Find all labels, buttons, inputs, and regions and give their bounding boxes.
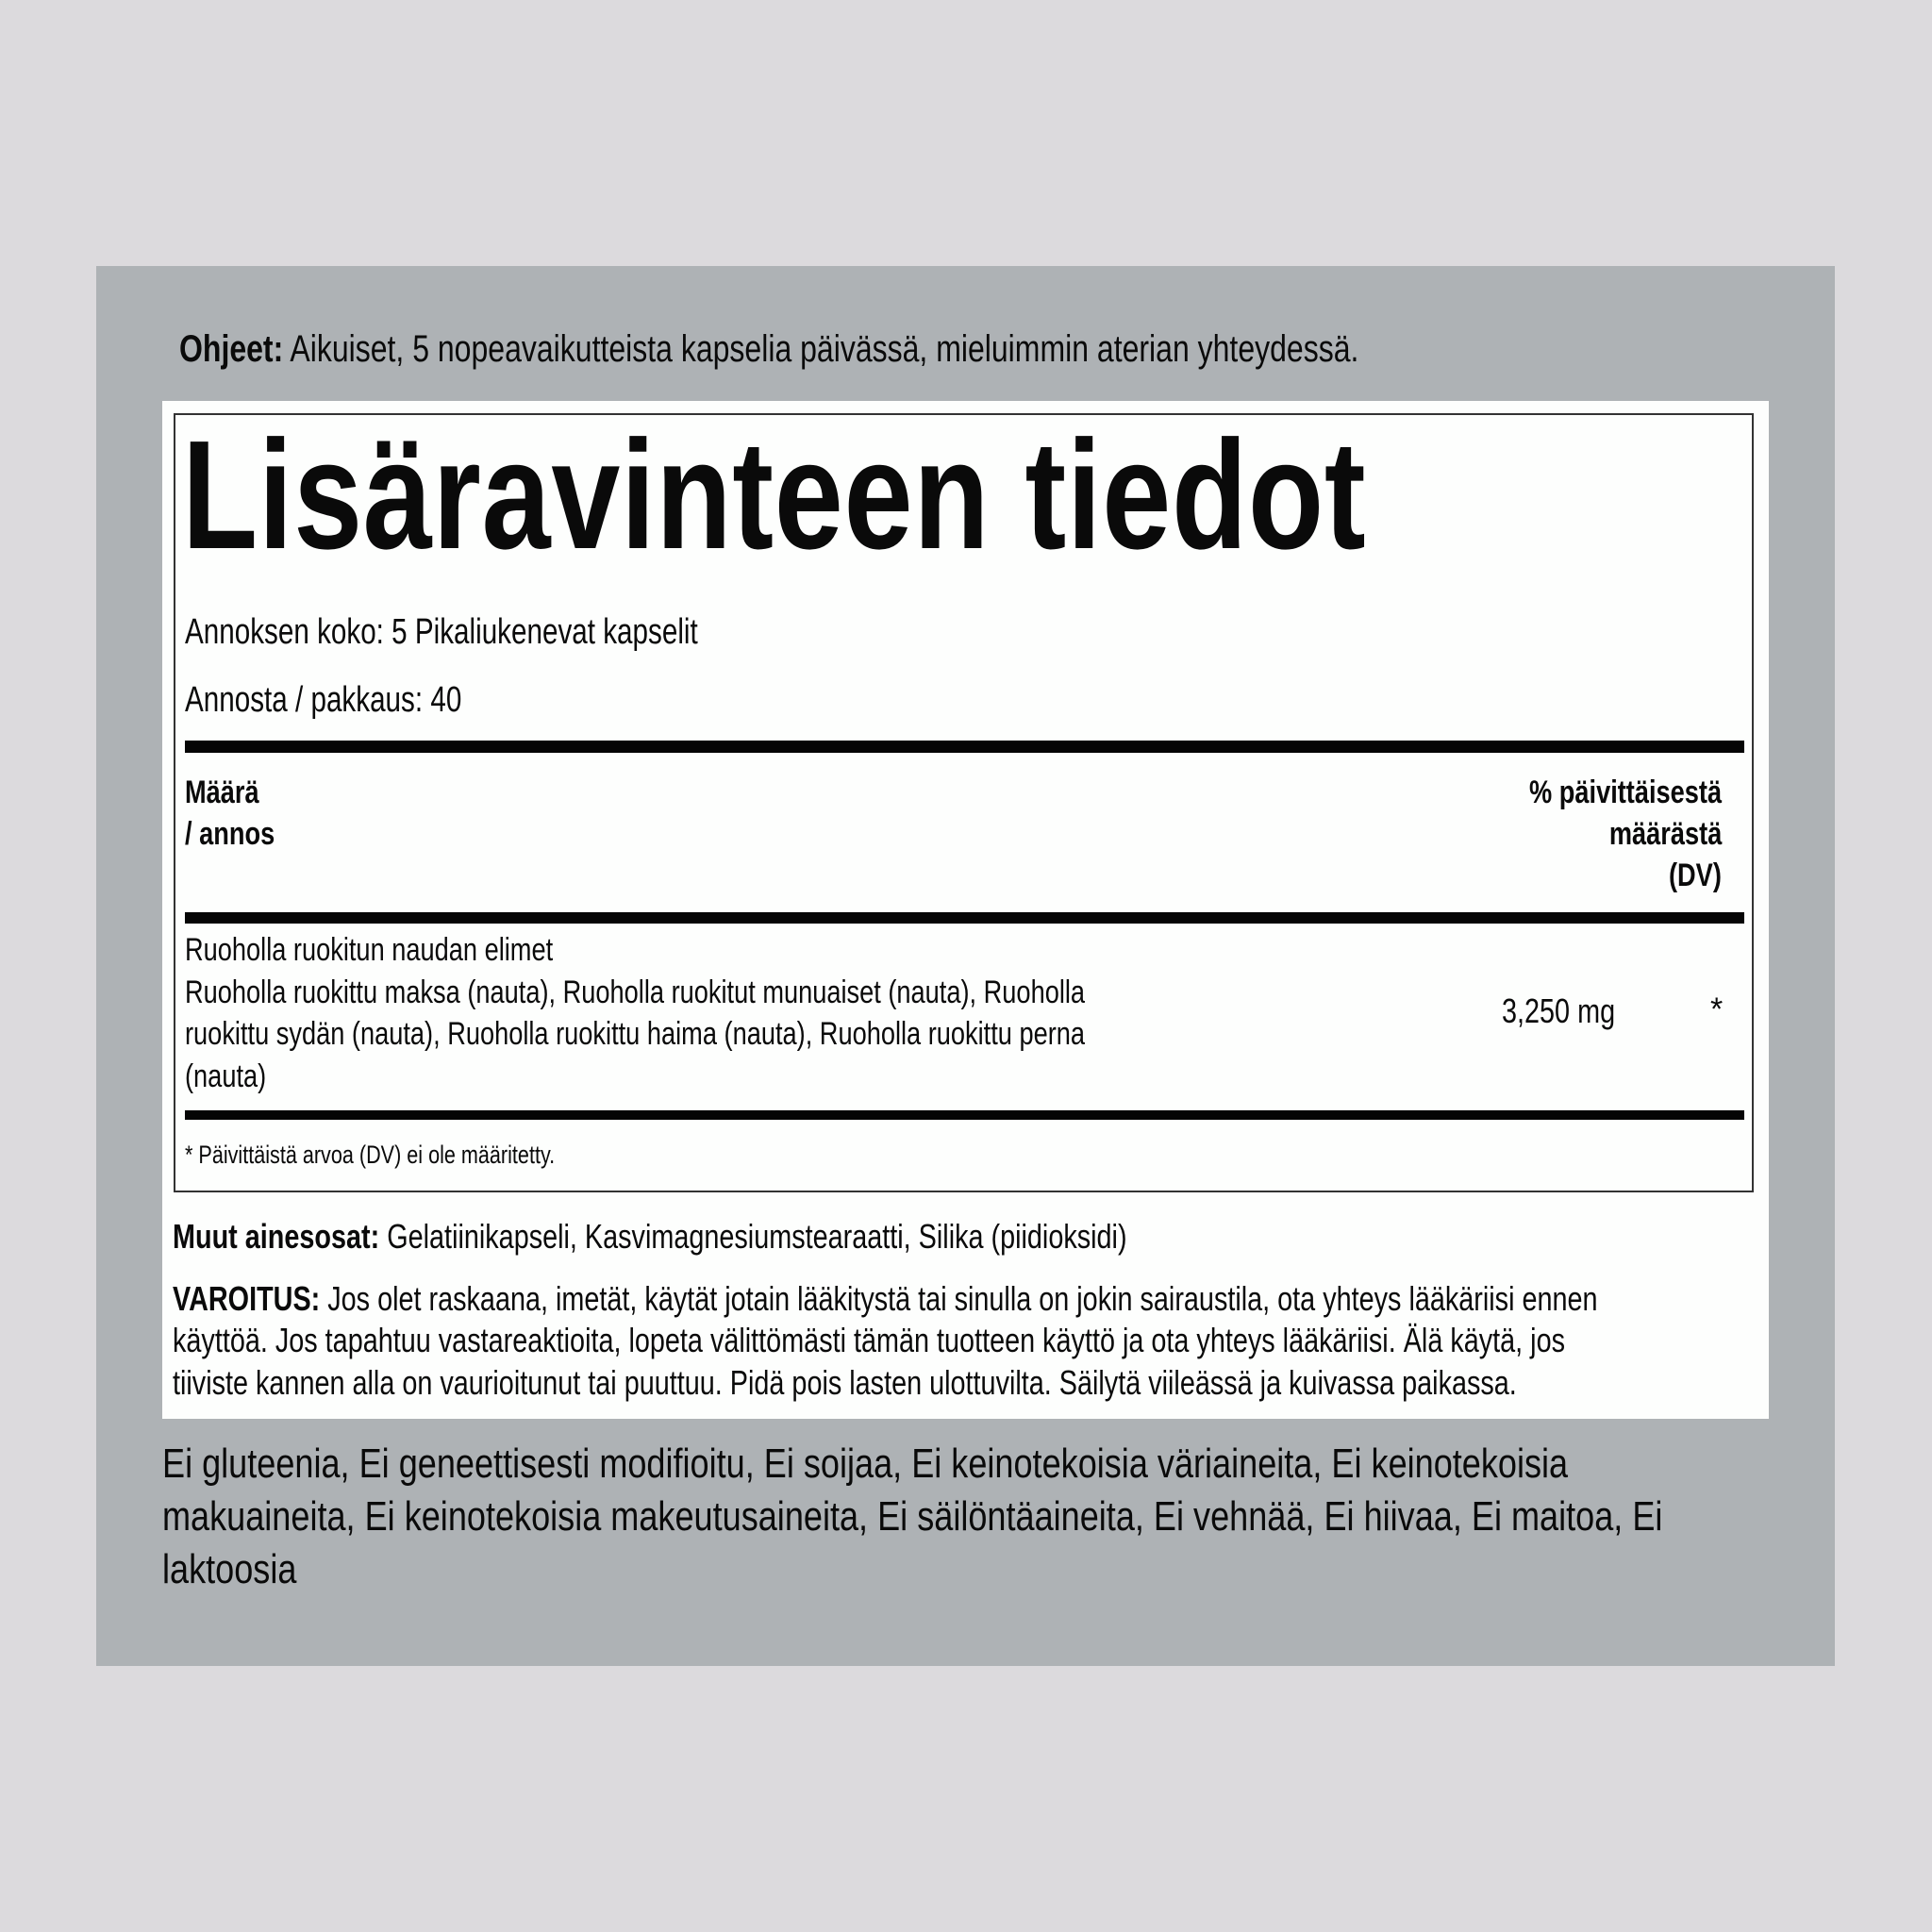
- other-ingredients: [173, 1216, 1365, 1257]
- warning-label: VAROITUS:: [173, 1279, 321, 1318]
- facts-title: Lisäravinteen tiedot: [182, 408, 1367, 581]
- ingredient-row: [185, 929, 1310, 1097]
- ingredient-amount: 3,250 mg: [1502, 991, 1616, 1030]
- daily-value-header-3: (DV): [1669, 858, 1722, 893]
- warning: [173, 1278, 1932, 1404]
- ingredient-detail: ruokittu sydän (nauta), Ruoholla ruokittu haima (nauta), Ruoholla ruokittu perna: [185, 1016, 1086, 1052]
- divider-bottom: [185, 1110, 1744, 1120]
- daily-value-header: % päivittäisestä: [1528, 774, 1722, 810]
- warning-text: tiiviste kannen alla on vaurioitunut tai puuttuu. Pidä pois lasten ulottuvilta. Säilytä viileässä ja kuivassa paikassa.: [173, 1362, 1517, 1402]
- divider-thick: [185, 741, 1744, 753]
- amount-per-serving-header-2: / annos: [185, 816, 275, 852]
- divider-medium: [185, 912, 1744, 924]
- amount-per-serving-header: Määrä: [185, 774, 259, 810]
- free-from-claims: Ei gluteenia, Ei geneettisesti modifioitu, Ei soijaa, Ei keinotekoisia väriaineita, Ei keinotekoisia makuaineita, Ei keinotekoisia makeutusaineita, Ei säilöntäaineita, Ei vehnää, Ei hiivaa, Ei maitoa, Ei laktoosia: [162, 1441, 1663, 1592]
- ingredient-detail: (nauta): [185, 1058, 267, 1094]
- directions-text: Aikuiset, 5 nopeavaikutteista kapselia päivässä, mieluimmin aterian yhteydessä.: [283, 328, 1359, 370]
- directions: [179, 327, 1654, 371]
- other-ingredients-text: Gelatiinikapseli, Kasvimagnesiumstearaatti, Silika (piidioksidi): [379, 1217, 1127, 1256]
- daily-value-header-2: määrästä: [1608, 816, 1722, 852]
- warning-text: käyttöä. Jos tapahtuu vastareaktioita, lopeta välittömästi tämän tuotteen käyttö ja ota yhteys lääkäriisi. Älä käytä, jos: [173, 1321, 1565, 1360]
- directions-label: Ohjeet:: [179, 328, 284, 370]
- servings-per-container: Annosta / pakkaus: 40: [185, 680, 462, 720]
- ingredient-name: Ruoholla ruokitun naudan elimet: [185, 932, 554, 968]
- serving-size: Annoksen koko: 5 Pikaliukenevat kapselit: [185, 612, 698, 652]
- ingredient-detail: Ruoholla ruokittu maksa (nauta), Ruoholla ruokitut munuaiset (nauta), Ruoholla: [185, 974, 1086, 1010]
- ingredient-dv: *: [1710, 991, 1724, 1027]
- dv-footnote: * Päivittäistä arvoa (DV) ei ole määritetty.: [185, 1141, 556, 1169]
- other-ingredients-label: Muut ainesosat:: [173, 1217, 380, 1256]
- warning-text: Jos olet raskaana, imetät, käytät jotain lääkitystä tai sinulla on jokin sairaustila, ota yhteys lääkäriisi ennen: [320, 1279, 1598, 1318]
